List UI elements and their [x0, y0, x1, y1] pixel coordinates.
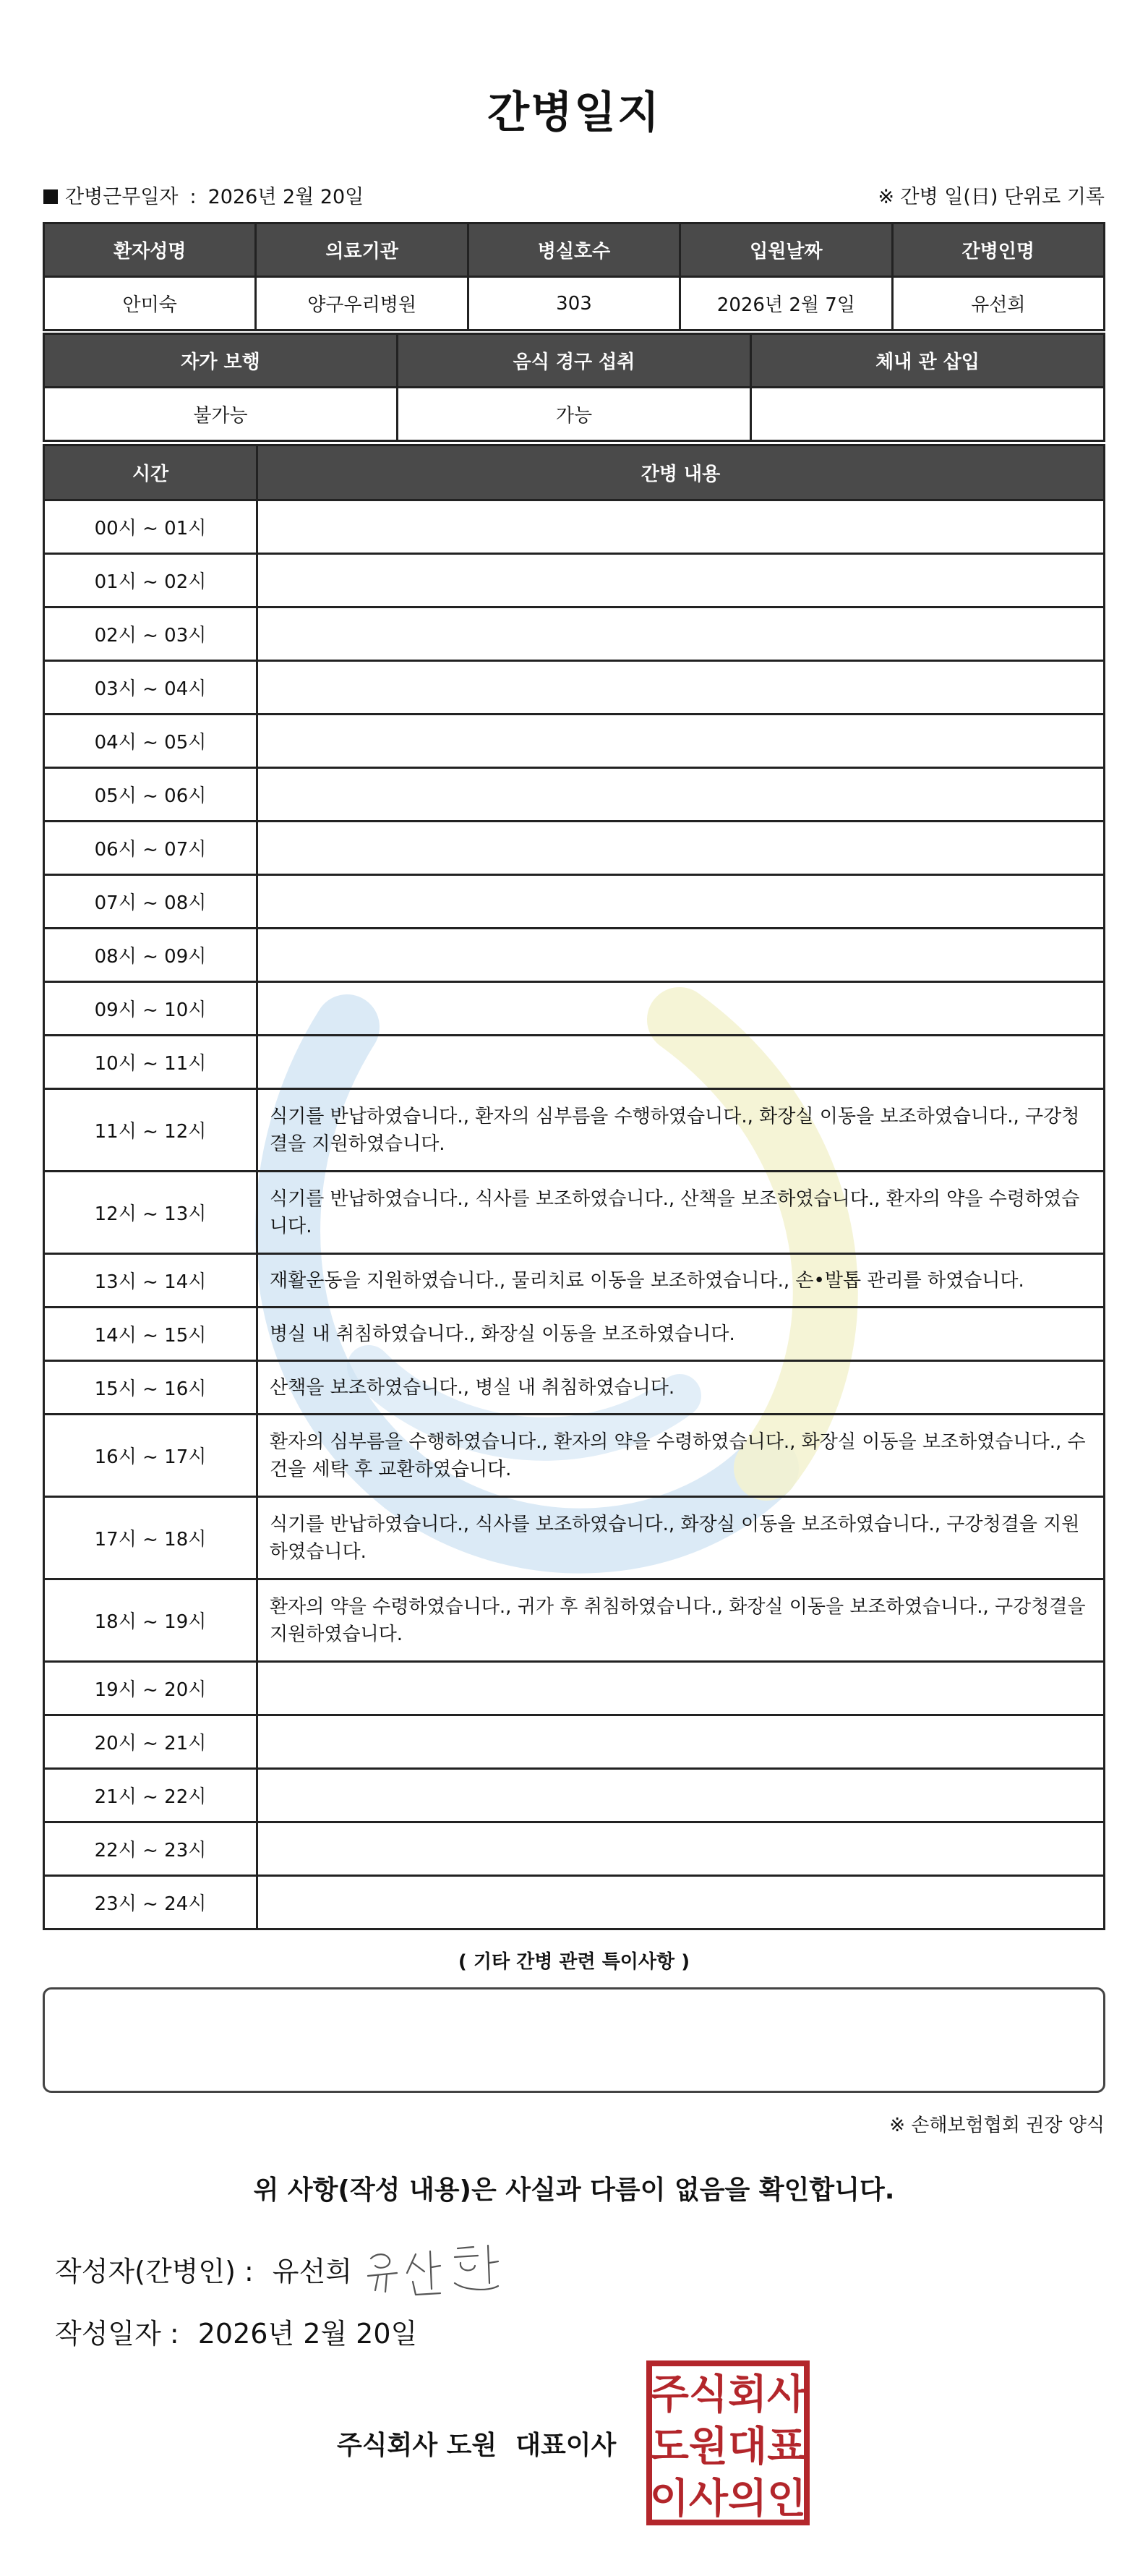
log-row [44, 1172, 1105, 1254]
header-patient-name: 환자성명 [44, 223, 256, 277]
work-date-separator: : [189, 186, 197, 208]
log-content-cell [257, 875, 1105, 929]
log-row [44, 1254, 1105, 1308]
log-content-cell [257, 1822, 1105, 1876]
log-time-cell: 12시 ~ 13시 [44, 1172, 257, 1254]
log-content-cell [257, 1769, 1105, 1822]
header-admission-date: 입원날짜 [680, 223, 892, 277]
log-time-cell: 11시 ~ 12시 [44, 1089, 257, 1172]
oral-intake-value: 가능 [398, 388, 751, 441]
caregiver-name-value: 유선희 [892, 277, 1104, 330]
log-time-cell: 10시 ~ 11시 [44, 1036, 257, 1089]
log-content-cell [257, 1876, 1105, 1929]
log-time-cell: 02시 ~ 03시 [44, 607, 257, 661]
header-care-content: 간병 내용 [257, 445, 1105, 500]
log-row [44, 607, 1105, 661]
work-date-line [43, 181, 364, 209]
log-row [44, 1308, 1105, 1361]
log-content-cell [257, 500, 1105, 554]
log-content-cell [257, 661, 1105, 715]
seal-line-2: 도원대표 [649, 2423, 807, 2470]
handwritten-signature [365, 2238, 502, 2303]
company-name: 주식회사 도원 [337, 2431, 497, 2460]
log-content-cell [257, 929, 1105, 982]
log-time-cell: 00시 ~ 01시 [44, 500, 257, 554]
log-time-cell: 17시 ~ 18시 [44, 1497, 257, 1579]
log-content-cell: 식기를 반납하였습니다., 식사를 보조하였습니다., 화장실 이동을 보조하였습니다., 구강청결을 지원하였습니다. [257, 1497, 1105, 1579]
writer-line [55, 2249, 352, 2289]
log-row [44, 1497, 1105, 1579]
log-time-cell: 22시 ~ 23시 [44, 1822, 257, 1876]
log-row [44, 1036, 1105, 1089]
document-title: 간병일지 [487, 88, 661, 138]
log-content-cell [257, 1715, 1105, 1769]
log-row [44, 500, 1105, 554]
log-row [44, 1415, 1105, 1497]
work-date-value: 2026년 2월 20일 [207, 186, 364, 208]
seal-line-1: 주식회사 [649, 2371, 807, 2418]
header-oral-intake: 음식 경구 섭취 [398, 334, 751, 388]
hourly-log-header-row [44, 445, 1105, 500]
log-row [44, 875, 1105, 929]
hourly-log-body [44, 500, 1105, 1929]
patient-name-value: 안미숙 [44, 277, 256, 330]
log-content-cell: 산책을 보조하였습니다., 병실 내 취침하였습니다. [257, 1361, 1105, 1415]
log-row [44, 768, 1105, 822]
log-content-cell [257, 715, 1105, 768]
company-seal-stamp [645, 2359, 811, 2527]
self-walking-value: 불가능 [44, 388, 398, 441]
log-content-cell [257, 1662, 1105, 1715]
log-content-cell [257, 982, 1105, 1036]
patient-info-table [43, 222, 1105, 331]
log-row [44, 1822, 1105, 1876]
seal-line-3: 이사의인 [649, 2475, 807, 2522]
confirmation-statement: 위 사항(작성 내용)은 사실과 다름이 없음을 확인합니다. [253, 2175, 895, 2205]
log-row [44, 929, 1105, 982]
log-content-cell: 환자의 약을 수령하였습니다., 귀가 후 취침하였습니다., 화장실 이동을 보조하였습니다., 구강청결을 지원하였습니다. [257, 1579, 1105, 1662]
log-time-cell: 07시 ~ 08시 [44, 875, 257, 929]
log-time-cell: 08시 ~ 09시 [44, 929, 257, 982]
patient-info-value-row [44, 277, 1105, 330]
log-row [44, 1876, 1105, 1929]
patient-status-table [43, 333, 1105, 442]
room-number-value: 303 [468, 277, 680, 330]
log-content-cell [257, 554, 1105, 607]
log-time-cell: 16시 ~ 17시 [44, 1415, 257, 1497]
log-time-cell: 05시 ~ 06시 [44, 768, 257, 822]
log-row [44, 982, 1105, 1036]
header-self-walking: 자가 보행 [44, 334, 398, 388]
writer-label: 작성자(간병인) : [55, 2256, 254, 2287]
written-date-line [55, 2311, 417, 2351]
log-time-cell: 20시 ~ 21시 [44, 1715, 257, 1769]
company-line [337, 2425, 616, 2462]
log-time-cell: 15시 ~ 16시 [44, 1361, 257, 1415]
writer-name: 유선희 [272, 2256, 352, 2287]
log-row [44, 1579, 1105, 1662]
work-date-label: 간병근무일자 [65, 186, 179, 208]
log-content-cell: 식기를 반납하였습니다., 식사를 보조하였습니다., 산책을 보조하였습니다., 환자의 약을 수령하였습니다. [257, 1172, 1105, 1254]
log-row [44, 715, 1105, 768]
log-content-cell: 재활운동을 지원하였습니다., 물리치료 이동을 보조하였습니다., 손•발톱 관리를 하였습니다. [257, 1254, 1105, 1308]
patient-info-header-row [44, 223, 1105, 277]
hourly-care-log-table [43, 444, 1105, 1930]
log-time-cell: 13시 ~ 14시 [44, 1254, 257, 1308]
log-row [44, 1662, 1105, 1715]
header-hospital: 의료기관 [256, 223, 468, 277]
log-time-cell: 03시 ~ 04시 [44, 661, 257, 715]
header-time: 시간 [44, 445, 257, 500]
log-row [44, 822, 1105, 875]
log-content-cell: 식기를 반납하였습니다., 환자의 심부름을 수행하였습니다., 화장실 이동을 보조하였습니다., 구강청결을 지원하였습니다. [257, 1089, 1105, 1172]
patient-status-value-row [44, 388, 1105, 441]
patient-status-header-row [44, 334, 1105, 388]
header-tube-insertion: 체내 관 삽입 [751, 334, 1105, 388]
record-unit-note: ※ 간병 일(日) 단위로 기록 [878, 186, 1105, 208]
log-content-cell [257, 822, 1105, 875]
recommend-note: ※ 손해보험협회 권장 양식 [889, 2115, 1105, 2136]
log-content-cell [257, 607, 1105, 661]
log-content-cell: 환자의 심부름을 수행하였습니다., 환자의 약을 수령하였습니다., 화장실 이동을 보조하였습니다., 수건을 세탁 후 교환하였습니다. [257, 1415, 1105, 1497]
log-time-cell: 01시 ~ 02시 [44, 554, 257, 607]
log-content-cell [257, 768, 1105, 822]
log-time-cell: 21시 ~ 22시 [44, 1769, 257, 1822]
log-content-cell: 병실 내 취침하였습니다., 화장실 이동을 보조하였습니다. [257, 1308, 1105, 1361]
tube-insertion-value [751, 388, 1105, 441]
log-row [44, 1715, 1105, 1769]
log-time-cell: 19시 ~ 20시 [44, 1662, 257, 1715]
notes-title: ( 기타 간병 관련 특이사항 ) [458, 1951, 690, 1973]
bullet-square-icon [43, 189, 58, 204]
hospital-value: 양구우리병원 [256, 277, 468, 330]
log-row [44, 1361, 1105, 1415]
header-room-number: 병실호수 [468, 223, 680, 277]
log-time-cell: 09시 ~ 10시 [44, 982, 257, 1036]
log-row [44, 661, 1105, 715]
notes-box [43, 1987, 1105, 2093]
log-content-cell [257, 1036, 1105, 1089]
log-row [44, 1769, 1105, 1822]
written-date-value: 2026년 2월 20일 [197, 2318, 418, 2350]
log-time-cell: 04시 ~ 05시 [44, 715, 257, 768]
header-caregiver-name: 간병인명 [892, 223, 1104, 277]
company-role: 대표이사 [515, 2431, 617, 2460]
log-row [44, 1089, 1105, 1172]
admission-date-value: 2026년 2월 7일 [680, 277, 892, 330]
log-time-cell: 18시 ~ 19시 [44, 1579, 257, 1662]
log-time-cell: 14시 ~ 15시 [44, 1308, 257, 1361]
log-time-cell: 23시 ~ 24시 [44, 1876, 257, 1929]
log-time-cell: 06시 ~ 07시 [44, 822, 257, 875]
log-row [44, 554, 1105, 607]
written-date-label: 작성일자 : [55, 2318, 179, 2350]
